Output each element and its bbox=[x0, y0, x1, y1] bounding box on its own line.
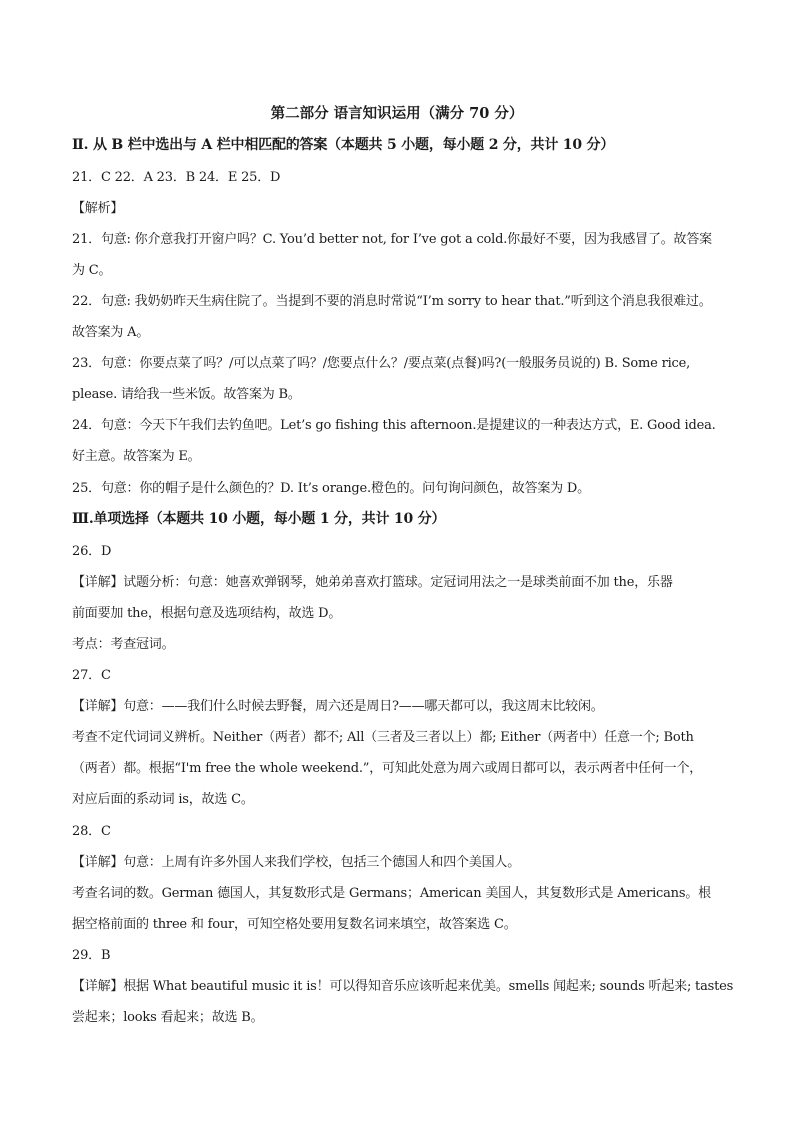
detail-line: 【详解】根据 What beautiful music it is！可以得知音乐应该听起来优美。smells 闻起来; sounds 听起来; tastes bbox=[72, 979, 734, 994]
answer-line: 29．B bbox=[72, 948, 111, 963]
section2-heading: Ⅱ. 从 B 栏中选出与 A 栏中相匹配的答案（本题共 5 小题，每小题 2 分，共计 10 分） bbox=[72, 137, 615, 153]
detail-line: 考查名词的数。German 德国人，其复数形式是 Germans；American 美国人，其复数形式是 Americans。根 bbox=[72, 886, 711, 901]
section3-heading: Ⅲ.单项选择（本题共 10 小题，每小题 1 分，共计 10 分） bbox=[72, 511, 446, 527]
analysis-line: 好主意。故答案为 E。 bbox=[72, 449, 201, 464]
detail-line: 尝起来；looks 看起来；故选 B。 bbox=[72, 1010, 264, 1025]
analysis-line: 为 C。 bbox=[72, 263, 112, 278]
analysis-line: 故答案为 A。 bbox=[72, 325, 150, 340]
analysis-line: 21．句意: 你介意我打开窗户吗？C. You’d better not, for I’ve got a cold.你最好不要，因为我感冒了。故答案 bbox=[72, 232, 712, 247]
answer-line: 26．D bbox=[72, 544, 112, 559]
detail-line: 考查不定代词词义辨析。Neither（两者）都不; All（三者及三者以上）都; Either（两者中）任意一个; Both bbox=[72, 730, 694, 745]
analysis-line: 24．句意：今天下午我们去钓鱼吧。Let’s go fishing this afternoon.是提建议的一种表达方式，E. Good idea. bbox=[72, 418, 716, 433]
analysis-label: 【解析】 bbox=[72, 201, 124, 216]
answer-line: 28．C bbox=[72, 824, 111, 839]
analysis-line: please. 请给我一些米饭。故答案为 B。 bbox=[72, 387, 301, 402]
section2-answers: 21．C 22．A 23．B 24．E 25．D bbox=[72, 170, 281, 185]
detail-line: 前面要加 the，根据句意及选项结构，故选 D。 bbox=[72, 606, 342, 621]
analysis-line: 25．句意：你的帽子是什么颜色的？D. It’s orange.橙色的。问句询问颜色，故答案为 D。 bbox=[72, 481, 590, 496]
answer-line: 27．C bbox=[72, 668, 111, 683]
detail-line: 对应后面的系动词 is，故选 C。 bbox=[72, 792, 254, 807]
detail-line: （两者）都。根据“I'm free the whole weekend.”，可知此处意为周六或周日都可以，表示两者中任何一个， bbox=[72, 761, 703, 776]
detail-line: 【详解】试题分析：句意：她喜欢弹钢琴，她弟弟喜欢打篮球。定冠词用法之一是球类前面不加 the，乐器 bbox=[72, 575, 673, 590]
part-title: 第二部分 语言知识运用（满分 70 分） bbox=[270, 105, 524, 122]
detail-line: 考点：考查冠词。 bbox=[72, 637, 175, 652]
analysis-line: 22．句意: 我奶奶昨天生病住院了。当提到不要的消息时常说“I’m sorry to hear that.”听到这个消息我很难过。 bbox=[72, 294, 712, 309]
detail-line: 【详解】句意：上周有许多外国人来我们学校，包括三个德国人和四个美国人。 bbox=[72, 855, 521, 870]
detail-line: 【详解】句意：——我们什么时候去野餐，周六还是周日?——哪天都可以，我这周末比较闲。 bbox=[72, 699, 604, 714]
detail-line: 据空格前面的 three 和 four，可知空格处要用复数名词来填空，故答案选 C。 bbox=[72, 917, 517, 932]
analysis-line: 23．句意：你要点菜了吗？/可以点菜了吗？/您要点什么？/要点菜(点餐)吗?(一般服务员说的) B. Some rice, bbox=[72, 356, 691, 371]
